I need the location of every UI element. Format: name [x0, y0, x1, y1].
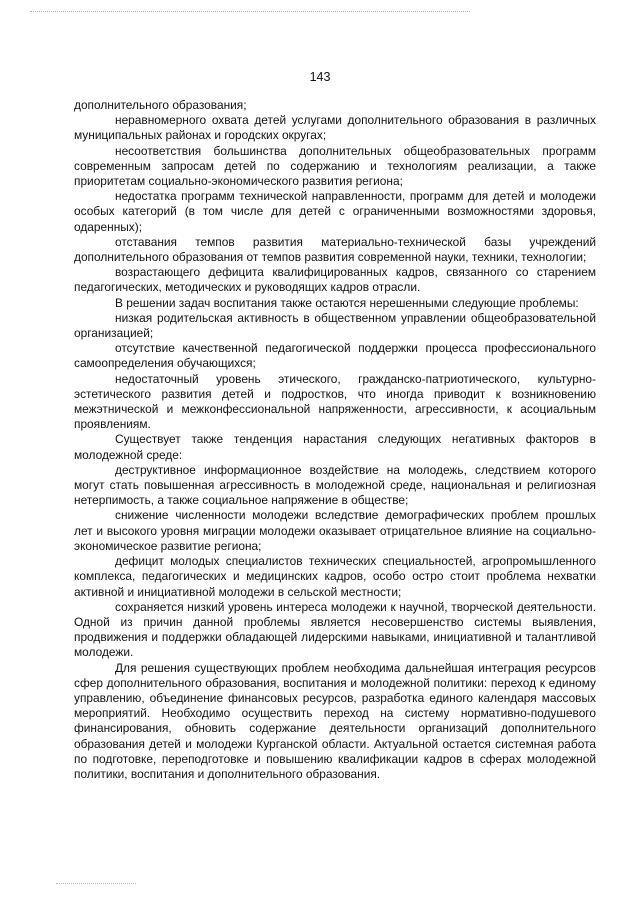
- paragraph: возрастающего дефицита квалифицированных кадров, связанного со старением педагогических, методических и руководящих кадров отрасли.: [74, 265, 596, 295]
- paragraph-continuation: дополнительного образования;: [74, 98, 247, 112]
- paragraph: дефицит молодых специалистов технических специальностей, агропромышленного комплекса, педагогических и медицинских кадров, особо остро стоит проблема нехватки активной и инициативной молодежи в сельской местности;: [74, 554, 596, 599]
- paragraph: В решении задач воспитания также остаются нерешенными следующие проблемы:: [115, 295, 579, 310]
- body-text: [74, 98, 596, 782]
- paragraph: отставания темпов развития материально-технической базы учреждений дополнительного образования от темпов развития современной науки, техники, технологии;: [74, 234, 596, 265]
- page-number: 143: [309, 70, 331, 84]
- paragraph: снижение численности молодежи вследствие демографических проблем прошлых лет и высокого уровня миграции молодежи оказывает отрицательное влияние на социально-экономическое развитие региона;: [74, 508, 596, 553]
- scan-bottom-marks: [56, 883, 136, 884]
- paragraph: Для решения существующих проблем необходима дальнейшая интеграция ресурсов сфер дополнительного образования, воспитания и молодежной политики: переход к единому управлению, объединение финансовых ресурсов, разработка единого календаря массовых мероприятий. Необходимо осуществить переход на систему нормативно-подушевого финансирования, обновить содержание деятельности организаций дополнительного образования детей и молодежи Курганской области. Актуальной остается системная работа по подготовке, переподготовке и повышению квалификации кадров в сферах молодежной политики, воспитания и дополнительного образования.: [74, 660, 596, 781]
- paragraph: недостатка программ технической направленности, программ для детей и молодежи особых категорий (в том числе для детей с ограниченными возможностями здоровья, одаренных);: [74, 189, 596, 234]
- paragraph: неравномерного охвата детей услугами дополнительного образования в различных муниципальных районах и городских округах;: [74, 113, 596, 143]
- paragraph: сохраняется низкий уровень интереса молодежи к научной, творческой деятельности. Одной из причин данной проблемы является несовершенство системы выявления, продвижения и поддержки обладающей лидерскими навыками, инициативной и талантливой молодежи.: [74, 599, 596, 660]
- paragraph: несоответствия большинства дополнительных общеобразовательных программ современным запросам детей по содержанию и технологиям реализации, а также приоритетам социально-экономического развития региона;: [74, 143, 596, 189]
- paragraph: отсутствие качественной педагогической поддержки процесса профессионального самоопределения обучающихся;: [74, 341, 596, 371]
- scan-top-edge: [30, 11, 470, 12]
- paragraph: недостаточный уровень этического, гражданско-патриотического, культурно-эстетического развития детей и подростков, что иногда приводит к возникновению межэтнической и межконфессиональной напряженности, агрессивности, к асоциальным проявлениям.: [74, 371, 596, 432]
- paragraph: низкая родительская активность в общественном управлении общеобразовательной организацией;: [74, 310, 596, 341]
- paragraph: деструктивное информационное воздействие на молодежь, следствием которого могут стать повышенная агрессивность в молодежной среде, национальная и религиозная нетерпимость, а также социальное напряжение в обществе;: [74, 462, 596, 508]
- paragraph: Существует также тенденция нарастания следующих негативных факторов в молодежной среде:: [74, 432, 596, 462]
